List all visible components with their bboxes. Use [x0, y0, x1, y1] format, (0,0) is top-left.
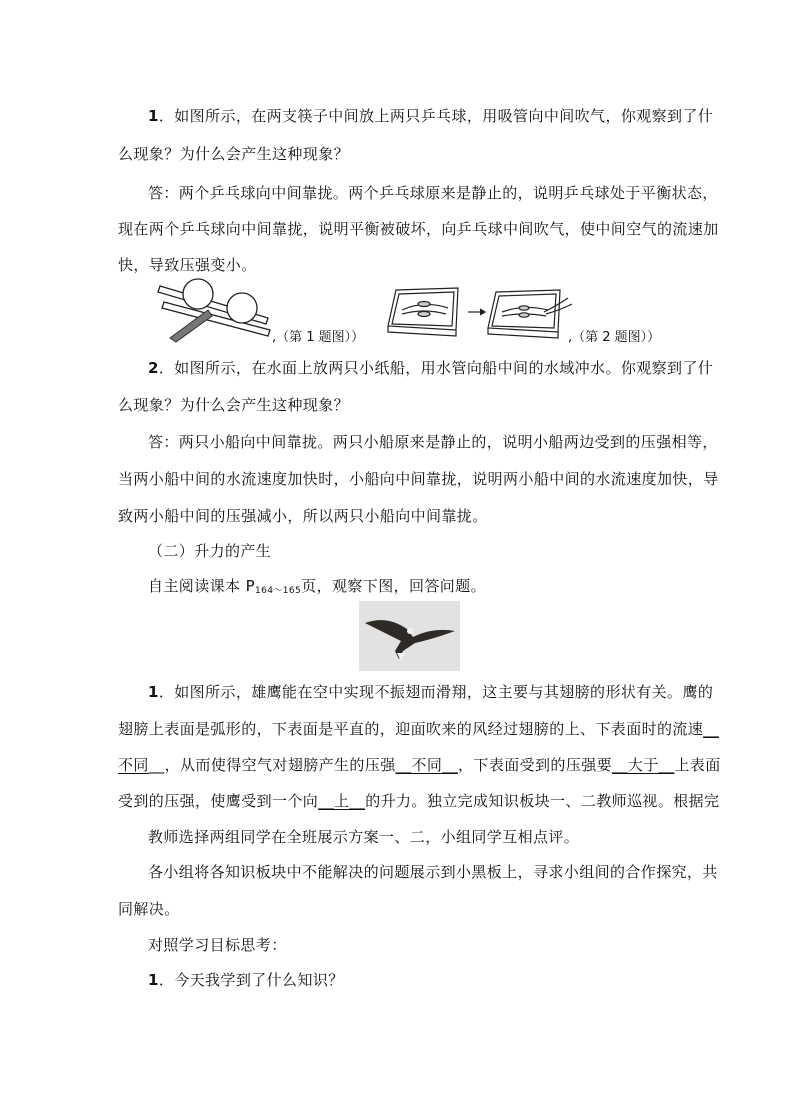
answer-upward: __上__	[318, 792, 366, 810]
fig1-caption: ,（第 1 题图））	[272, 330, 365, 345]
reflect-title: 对照学习目标思考：	[148, 936, 287, 954]
q2-line-2: 么现象？为什么会产生这种现象？	[118, 396, 350, 414]
fig2-caption: ,（第 2 题图））	[568, 330, 661, 345]
groups-line-1: 各小组将各知识板块中不能解决的问题展示到小黑板上，寻求小组间的合作探究，共	[148, 863, 718, 881]
eagle-line-2: 翅膀上表面是弧形的，下表面是平直的，迎面吹来的风经过翅膀的上、下表面时的流速__	[118, 720, 720, 738]
q2-answer-2: 当两小船中间的水流速度加快时，小船向中间靠拢，说明两小船中间的水流速度加快，导	[118, 470, 719, 488]
answer-different-1: 不同	[118, 756, 149, 774]
paper-boats-tray-figure	[384, 282, 576, 340]
q2-number: 2	[148, 359, 159, 377]
eagle-photo	[359, 601, 460, 671]
section-title-lift: （二）升力的产生	[148, 542, 272, 560]
reflect-q1-number: 1	[148, 971, 159, 989]
reading-instruction: 自主阅读课本 $P_{164\sim 165}$页，观察下图，回答问题。	[148, 577, 486, 596]
q1-answer-3: 快，导致压强变小。	[118, 256, 257, 274]
reflect-q1: 1．今天我学到了什么知识？	[148, 971, 344, 989]
eagle-line-1: 1．如图所示，雄鹰能在空中实现不振翅而滑翔，这主要与其翅膀的形状有关。鹰的	[148, 683, 714, 701]
q1-line-2: 么现象？为什么会产生这种现象？	[118, 145, 350, 163]
answer-greater-than: __大于__	[612, 756, 675, 774]
eagle-line-3: 不同__，从而使得空气对翅膀产生的压强__不同__，下表面受到的压强要__大于__上表面	[118, 756, 721, 774]
groups-line-2: 同解决。	[118, 900, 180, 918]
answer-different-2: __不同__	[395, 756, 459, 774]
q2-answer-1: 答：两只小船向中间靠拢。两只小船原来是静止的，说明小船两边受到的压强相等，	[148, 433, 718, 451]
q1-line-1: 1．如图所示，在两支筷子中间放上两只乒乓球，用吸管向中间吹气，你观察到了什	[148, 107, 714, 125]
eagle-q-number: 1	[148, 683, 159, 701]
q1-answer-2: 现在两个乒乓球向中间靠拢，说明平衡被破坏，向乒乓球中间吹气，使中间空气的流速加	[118, 220, 719, 238]
q1-answer-1: 答：两个乒乓球向中间靠拢。两个乒乓球原来是静止的，说明乒乓球处于平衡状态，	[148, 184, 718, 202]
eagle-line-4: 受到的压强，使鹰受到一个向__上__的升力。独立完成知识板块一、二教师巡视。根据完	[118, 792, 720, 810]
blank-flow-speed: __	[703, 720, 720, 738]
teacher-line: 教师选择两组同学在全班展示方案一、二，小组同学互相点评。	[148, 828, 580, 846]
q2-line-1: 2．如图所示，在水面上放两只小纸船，用水管向船中间的水域冲水。你观察到了什	[148, 359, 714, 377]
chopsticks-pingpong-figure	[150, 276, 274, 344]
q2-answer-3: 致两小船中间的压强减小，所以两只小船向中间靠拢。	[118, 507, 488, 525]
q1-number: 1	[148, 107, 159, 125]
